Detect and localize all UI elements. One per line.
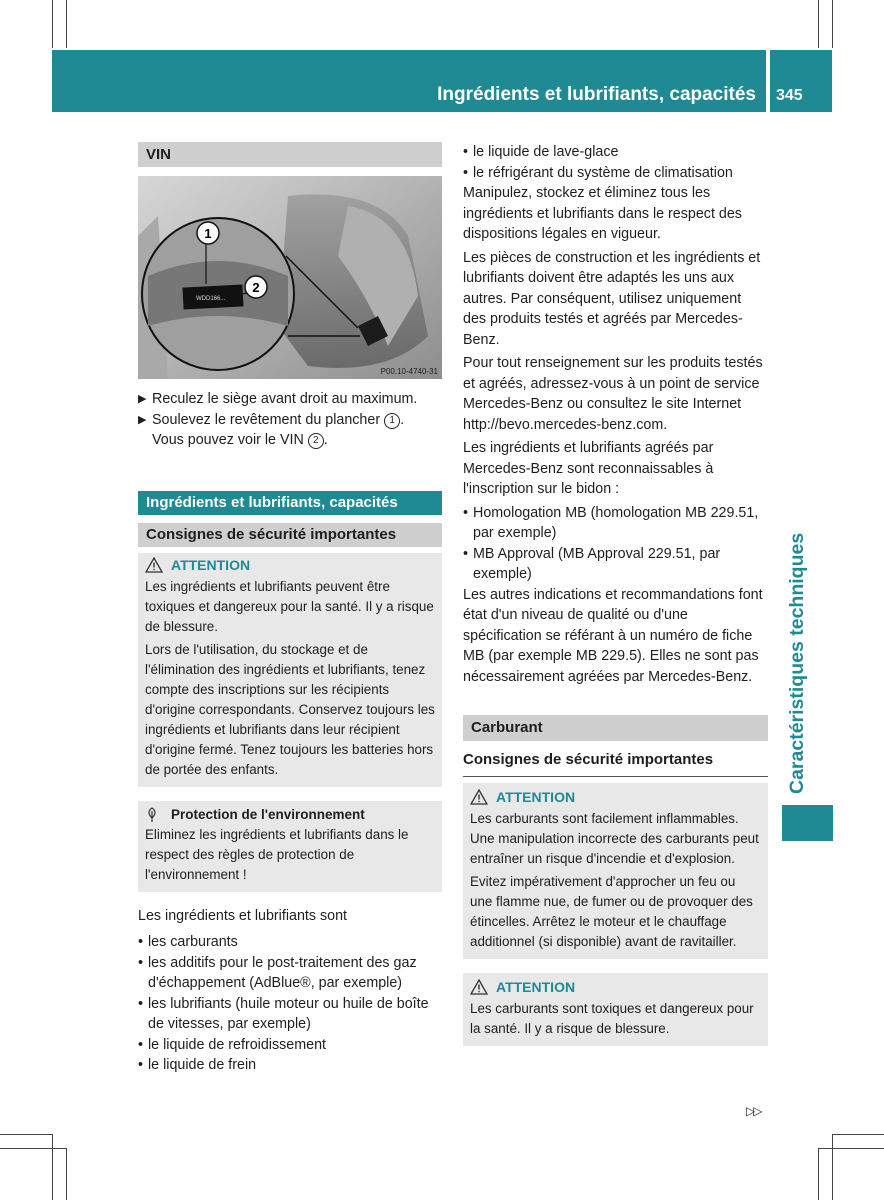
callout-ref: 2 [308, 433, 324, 449]
callout-ref: 1 [384, 413, 400, 429]
warning-icon [470, 979, 488, 995]
paragraph: Pour tout renseignement sur les produits testés et agréés, adressez-vous à un point de service Mercedes-Benz ou consultez le site Internet http://bevo.mercedes-benz.com. [463, 355, 763, 433]
list-item-text: les additifs pour le post-traitement des gaz d'échappement (AdBlue®, par exemple) [148, 954, 417, 991]
warning-label: ATTENTION [496, 978, 576, 995]
warning-text: Les ingrédients et lubrifiants peuvent être toxiques et dangereux pour la santé. Il y a risque de blessure. [145, 578, 434, 634]
step-text: Soulevez le revêtement du plancher 1 . [152, 411, 405, 428]
list-item-text: MB Approval (MB Approval 229.51, par exemple) [473, 545, 721, 582]
paragraph: Les pièces de construction et les ingrédients et lubrifiants doivent être adaptés les uns aux autres. Par conséquent, utilisez uniquement des produits testés et agréés par Mercedes-Benz. [463, 249, 761, 348]
fuel-safety-heading: Consignes de sécurité importantes [463, 750, 768, 777]
warning-header [470, 977, 761, 997]
warning-text: Evitez impérativement d'approcher un feu ou une flamme nue, de fumer ou de provoquer des étincelles. Arrêtez le moteur et le chauffage additionnel (si disponible) avant de ravitailler. [470, 873, 753, 949]
figure-caption: P00.10-4740-31 [380, 367, 438, 376]
figure-callout-2: 2 [252, 280, 260, 295]
page-number: 345 [776, 87, 803, 104]
intro-text: Les ingrédients et lubrifiants sont [138, 907, 348, 924]
warning-text: Lors de l'utilisation, du stockage et de l'élimination des ingrédients et lubrifiants, tenez compte des inscriptions sur les récipients d'origine correspondants. Conservez toujours les ingrédients et lubrifiants dans leur récipient d'origine fermé. Tenez toujours les batteries hors de portée des enfants. [145, 641, 435, 777]
warning-header [470, 787, 761, 807]
step-text-part: Soulevez le revêtement du plancher [152, 411, 381, 428]
environment-box [138, 801, 442, 892]
paragraph: Manipulez, stockez et éliminez tous les ingrédients et lubrifiants dans le respect des dispositions légales en vigueur. [463, 185, 742, 242]
warning-icon [470, 789, 488, 805]
environment-label: Protection de l'environnement [171, 806, 365, 822]
safety-heading: Consignes de sécurité importantes [138, 523, 442, 547]
leaf-icon [145, 807, 159, 823]
fuel-heading: Carburant [463, 715, 768, 741]
paragraph: Les ingrédients et lubrifiants agréés par Mercedes-Benz sont reconnaissables à l'inscription sur le bidon : [463, 440, 714, 497]
list-item: • les additifs pour le post-traitement des gaz d'échappement (AdBlue®, par exemple) [138, 953, 442, 994]
crop-mark [818, 1148, 819, 1200]
ingredients-list [138, 906, 442, 1076]
figure-callout-1: 1 [204, 226, 212, 241]
crop-mark [818, 0, 819, 48]
step-note [138, 430, 442, 451]
warning-box [138, 553, 442, 787]
warning-text: Les carburants sont facilement inflammables. Une manipulation incorrecte des carburants peut entraîner un risque d'incendie et d'explosion. [470, 810, 759, 866]
step-text-part: Vous pouvez voir le VIN [152, 432, 304, 448]
warning-icon [145, 557, 163, 573]
list-item-text: le liquide de lave-glace [473, 144, 619, 160]
continue-mark: ▷▷ [746, 1104, 761, 1118]
list-item: • le liquide de lave-glace [463, 142, 768, 163]
list-item: • le liquide de frein [138, 1055, 442, 1076]
step-text: Vous pouvez voir le VIN 2 . [152, 432, 328, 448]
crop-mark [832, 1134, 884, 1135]
crop-mark [66, 0, 67, 48]
section-heading: Ingrédients et lubrifiants, capacités [138, 491, 442, 515]
list-item: • les carburants [138, 932, 442, 953]
environment-header [145, 805, 435, 825]
left-column [138, 142, 442, 1076]
environment-text: Eliminez les ingrédients et lubrifiants dans le respect des règles de protection de l'environnement ! [145, 826, 409, 882]
list-item-text: les lubrifiants (huile moteur ou huile de boîte de vitesses, par exemple) [148, 995, 429, 1032]
crop-mark [832, 0, 833, 48]
list-item-text: le réfrigérant du système de climatisation [473, 164, 733, 181]
warning-box [463, 783, 768, 959]
sidebar-tab [772, 505, 816, 795]
sidebar-marker [782, 805, 833, 841]
list-item: • le liquide de refroidissement [138, 1035, 442, 1056]
crop-mark [0, 1134, 52, 1135]
crop-mark [832, 1134, 833, 1200]
crop-mark [52, 1134, 53, 1200]
right-column [463, 142, 768, 1046]
crop-mark [818, 1148, 884, 1149]
list-item: • Homologation MB (homologation MB 229.51, par exemple) [463, 503, 768, 544]
page-title: Ingrédients et lubrifiants, capacités [437, 84, 756, 105]
list-item: • les lubrifiants (huile moteur ou huile de boîte de vitesses, par exemple) [138, 994, 442, 1035]
list-item: • MB Approval (MB Approval 229.51, par exemple) [463, 544, 768, 585]
warning-label: ATTENTION [496, 788, 576, 805]
list-item-text: les carburants [148, 934, 238, 950]
warning-box [463, 973, 768, 1046]
step [138, 410, 442, 431]
crop-mark [0, 1148, 66, 1149]
warning-text: Les carburants sont toxiques et dangereux pour la santé. Il y a risque de blessure. [470, 1000, 754, 1036]
sidebar-label: Caractéristiques techniques [786, 532, 808, 794]
list-item-text: Homologation MB (homologation MB 229.51, par exemple) [473, 504, 759, 541]
warning-label: ATTENTION [171, 556, 251, 573]
vin-heading: VIN [138, 142, 442, 167]
vin-figure [138, 176, 442, 379]
vin-plate-text: WDD166... [196, 296, 226, 302]
crop-mark [52, 0, 53, 48]
list-item-text: le liquide de frein [148, 1057, 257, 1073]
vin-steps [138, 389, 442, 451]
step-text: Reculez le siège avant droit au maximum. [152, 391, 418, 407]
crop-mark [66, 1148, 67, 1200]
arrow-icon: ▶ [138, 413, 147, 426]
warning-header [145, 555, 435, 575]
list-item-text: le liquide de refroidissement [148, 1036, 327, 1053]
step [138, 389, 442, 410]
arrow-icon: ▶ [138, 393, 147, 405]
list-item: • le réfrigérant du système de climatisation [463, 163, 768, 184]
paragraph: Les autres indications et recommandations font état d'un niveau de qualité ou d'une spécification se référant à un numéro de fiche MB (par exemple MB 229.5). Elles ne sont pas nécessairement agréées par Mercedes-Benz. [463, 586, 763, 685]
